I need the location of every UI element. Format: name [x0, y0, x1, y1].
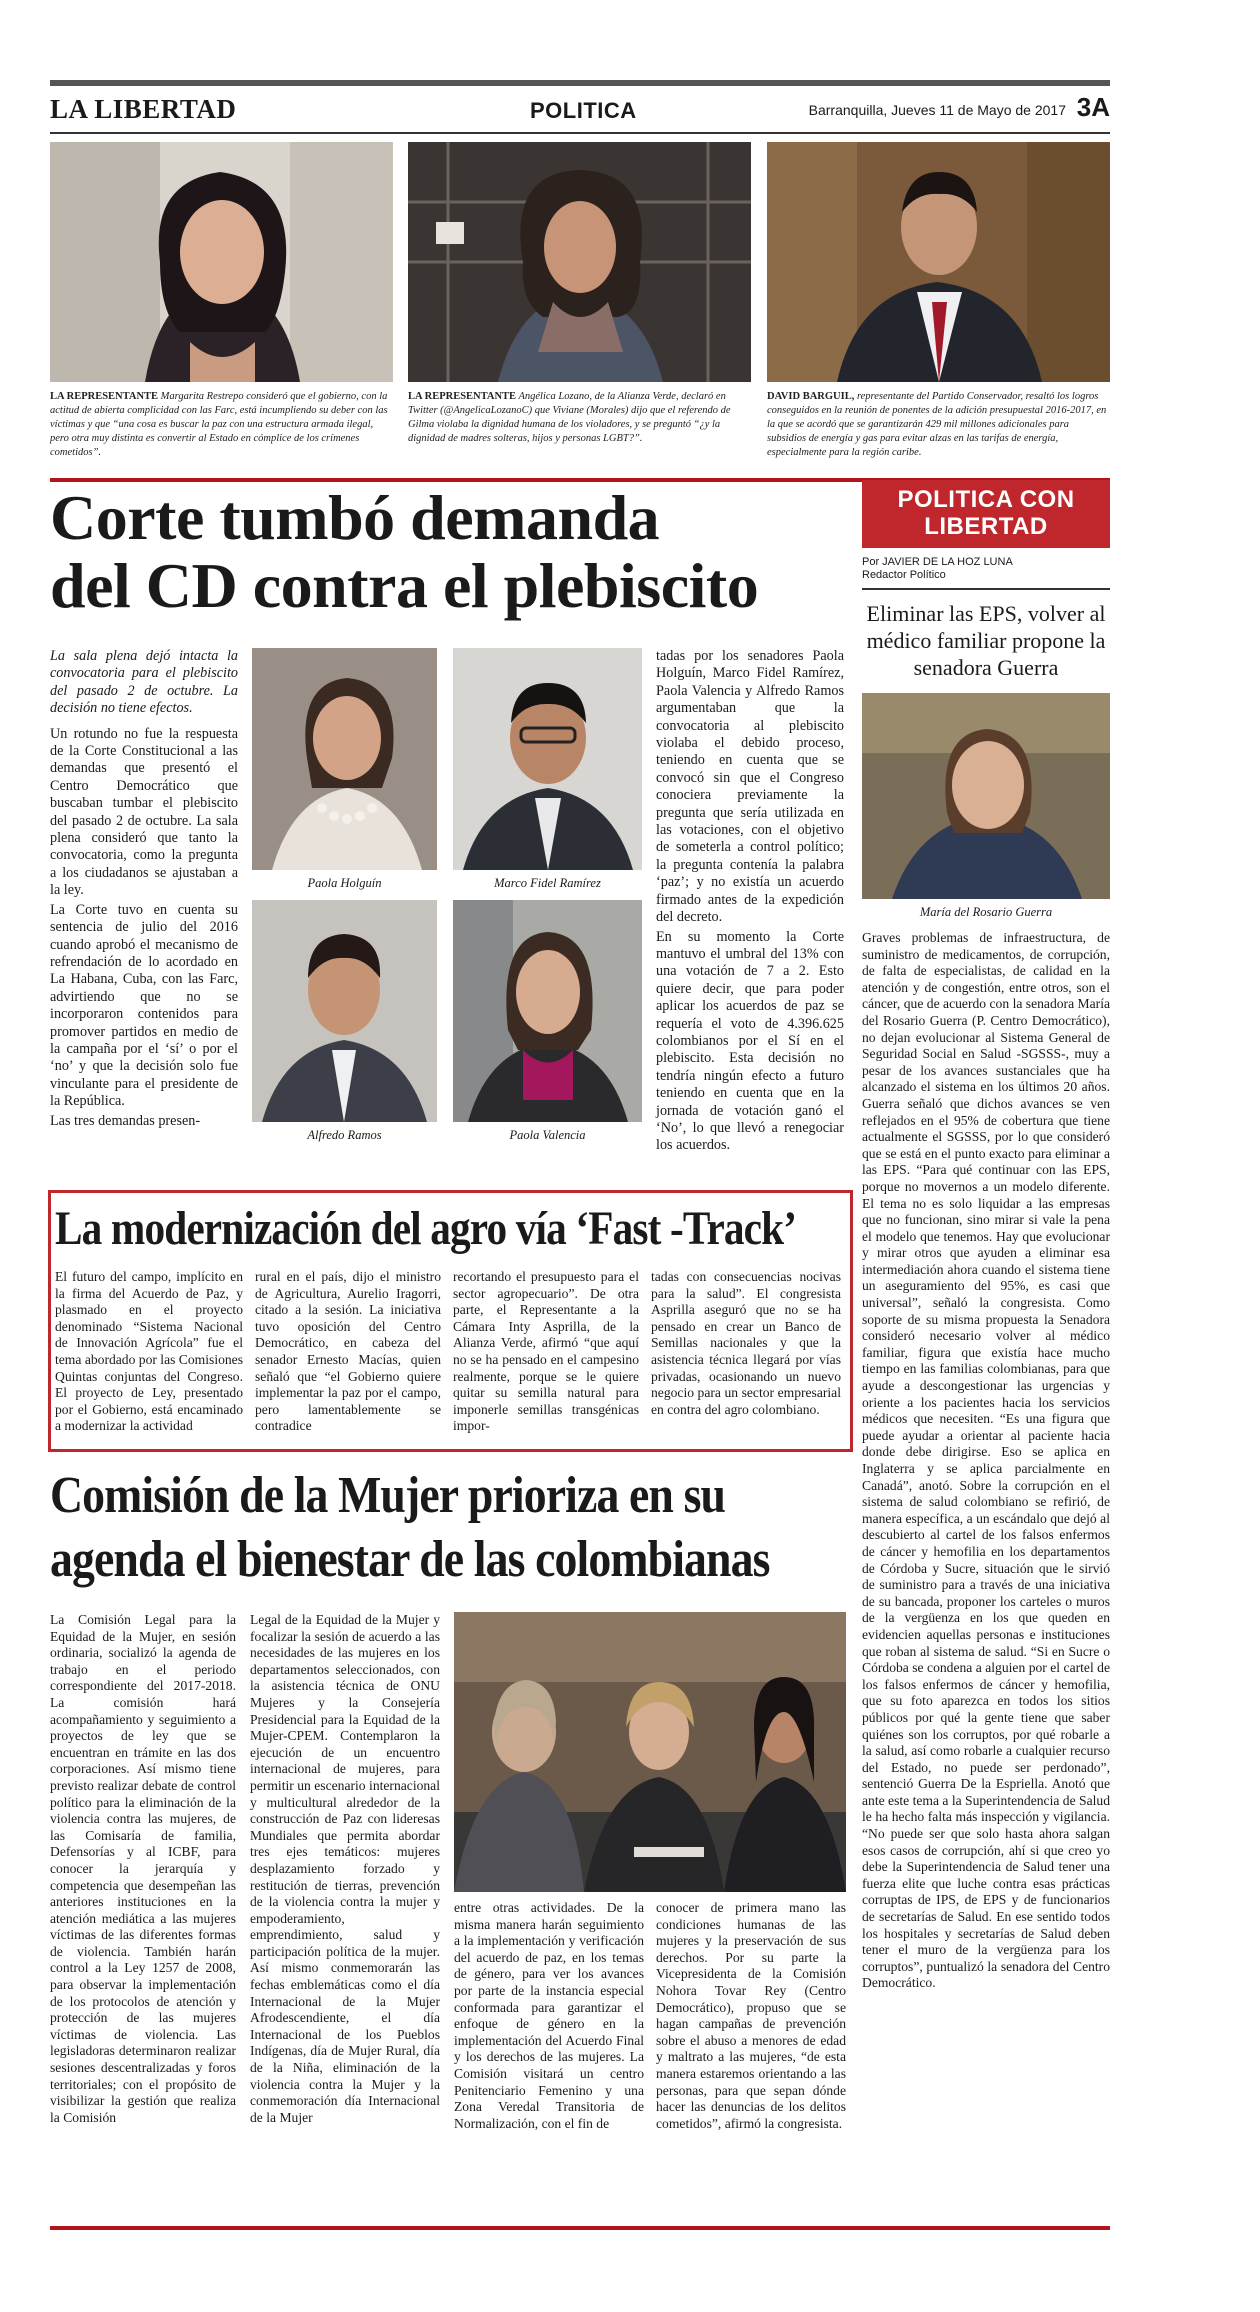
top-photo-3 — [767, 142, 1110, 460]
photo-alfredo-ramos — [252, 900, 437, 1122]
article3-col2: Legal de la Equidad de la Mujer y focalizar la sesión de acuerdo a las necesidades de las mujeres en los departamentos seleccionados, con la asistencia técnica de ONU Mujeres y la Consejería Presidencial para la Equidad de la Mujer-CPEM. Contemplaron la ejecución de un encuentro internacional de mujeres, para permitir un escenario internacional y multicultural alrededor de la construcción de Paz con lideresas Mundiales que permita abordar tres ejes temáticos: mujeres desplazamiento forzado y restitución de tierras, prevención de la violencia contra la mujer y empoderamiento, emprendimiento, salud y participación política de la mujer. Así mismo conmemorarán las fechas emblemáticas como el día Internacional de la Mujer Afrodescendiente, el día Internacional de los Pueblos Indígenas, día de Mujer Rural, día de la Niña, eliminación de la violencia contra la Mujer y la conmemoración día Internacional de la Mujer — [250, 1612, 440, 2125]
photo-maria-del-rosario-guerra — [862, 693, 1110, 899]
sidebar-banner: POLITICA CON LIBERTAD — [862, 480, 1110, 548]
article3-col1: La Comisión Legal para la Equidad de la Mujer, en sesión ordinaria, socializó la agenda de trabajo en el periodo correspondiente del 2017-2018. La comisión hará acompañamiento y seguimiento a proyectos de ley que se encuentran en trámite en las dos corporaciones. Así mismo tiene previsto realizar debate de control político para la eliminación de la violencia contra las mujeres, de las Comisaría de familia, Defensorías y al ICBF, para conocer la jerarquía y competencia que desempeñan las anteriores instituciones en la atención mediática a las mujeres víctimas de las diferentes formas de violencia. También harán control a la Ley 1257 de 2008, para observar la implementación de los protocolos de atención y protección de las mujeres víctimas de violencia. Las legisladoras determinaron realizar sesiones descentralizadas y foros territoriales; con el propósito de visibilizar la gestión que realiza la Comisión — [50, 1612, 236, 2125]
top-photo-caption-3: DAVID BARGUIL, representante del Partido Conservador, resaltó los logros conseguidos en la reunión de ponentes de la adición presupuestal 2016-2017, en la que se acordó que se garantizarán 429 mil millones adicionales para subsidios de energía y gas para evitar alzas en las tarifas de energía, especialmente para la región caribe. — [767, 391, 1107, 458]
article2-col1: El futuro del campo, implícito en la firma del Acuerdo de Paz, y plasmado en el proyecto denominado “Sistema Nacional de Innovación Agrícola” fue el tema abordado por las Comisiones Quintas conjuntas del Congreso. El proyecto de Ley, presentado por el Gobierno, está encaminado a modernizar la actividad — [55, 1269, 244, 1434]
page-number: 3A — [1076, 92, 1110, 122]
header-bottom-rule — [50, 132, 1110, 134]
top-photo-2 — [408, 142, 751, 446]
header-top-rule — [50, 80, 1110, 86]
photo-caption-paola-valencia: Paola Valencia — [509, 1128, 586, 1142]
top-photo-caption-1: LA REPRESENTANTE Margarita Restrepo consideró que el gobierno, con la actitud de abierta complicidad con las Farc, está incumpliendo su deber con las víctimas y que “una cosa es buscar la paz con una estructura armada ilegal, pero otra muy distinta es convertir al Estado en cómplice de los crímenes cometidos”. — [50, 391, 388, 458]
photo-comision-mujer-session — [454, 1612, 846, 1892]
article1-paragraph: En su momento la Corte mantuvo el umbral del 13% con una votación de 7 a 2. Esto quiere decir, que para poder aplicar los acuerdos de paz se requería el voto de 4.396.625 colombianos por el Sí en el plebiscito. Esta decisión no tendría ningún efecto a futuro teniendo en cuenta que en la jornada de votación ganó el ‘No’, lo que llevó a renegociar los acuerdos. — [656, 928, 844, 1154]
article2-col3: recortando el presupuesto para el sector agropecuario”. De otra parte, el Representante a la Cámara Inty Asprilla, de la Alianza Verde, afirmó “que aquí no se ha pensado en el campesino realmente, porque se le quiere quitar su semilla natural para imponerle semillas transgénicas impor- — [453, 1269, 639, 1434]
photo-david-barguil — [767, 142, 1110, 382]
article3-col4: conocer de primera mano las condiciones humanas de las mujeres y la preservación de sus derechos. Por su parte la Vicepresidenta de la Comisión Nohora Tovar Rey (Centro Democrático), propuso que se hagan campañas de prevención sobre el abuso a menores de edad y maltrato a las mujeres, “de esta manera estaremos orientando a las personas, para que sepan dónde hacer las denuncias de los delitos cometidos”, afirmó la congresista. — [656, 1900, 846, 2131]
top-photo-row — [50, 142, 1110, 472]
top-photo-caption-2: LA REPRESENTANTE Angélica Lozano, de la Alianza Verde, declaró en Twitter (@AngelicaLozanoC) que Viviane (Morales) dijo que el referendo de Gilma violaba la dignidad humana de los violadores, y se preguntó “¿y la dignidad de madres solteras, hijos y personas LGBT?”. — [408, 391, 731, 444]
article2-box — [48, 1190, 853, 1452]
article2-col2: rural en el país, dijo el ministro de Agricultura, Aurelio Iragorri, citado a la sesión. La iniciativa tuvo oposición del Centro Democrático, en cabeza del senador Ernesto Macías, quien señaló que “el Gobierno quiere implementar la paz por el campo, pero lamentablemente se contradice — [255, 1269, 441, 1434]
sidebar-body: Graves problemas de infraestructura, de suministro de medicamentos, de corrupción, de falta de especialistas, de calidad en la atención y de congestión, entre otros, son el cáncer, que de acuerdo con la senadora María del Rosario Guerra (P. Centro Democrático), no dejan evolucionar al Sistema General de Seguridad Social en Salud -SGSSS-, muy a pesar de los avances sustanciales que ha alcanzado el sistema en los últimos 20 años. Guerra señaló que dichos avances se ven reflejados en el 95% de cobertura que tiene actualmente el SGSSS, por lo que consideró que se está en el punto exacto para eliminar a las EPS. “Para qué continuar con las EPS, porque no movernos a un modelo diferente. El tema no es solo liquidar a las empresas que no funcionan, sino mirar si vale la pena el modelo que tenemos. Hay que evolucionar y mirar otros que ayuden a eliminar esa intermediación ahora cuando el sistema tiene un aseguramiento del 95%, es casi que universal”, señaló la congresista. Como soporte de su misma propuesta la Senadora consideró necesario volver al médico familiar, figura que existía hace mucho tiempo en las familias colombianas, para que ayude a descongestionar las urgencias y oriente a los pacientes hacia los servicios médicos que necesiten. “Es una figura que puede ayudar a orientar al paciente hacia donde debe dirigirse. Eso se aplica en Inglaterra y se aplica parcialmente en Canadá”, anotó. Sobre la corrupción en el sistema de salud colombiano se refirió, de manera específica, a un escándalo que dejó al descubierto al cartel de los falsos enfermos de cáncer y hemofilia en los departamentos de Córdoba y Sucre, situación que le sirvió de suministro para a través de una iniciativa de su bancada, proponer los carteles o muros de la vergüenza en los que queden en evidencien aquellas personas e instituciones que roban al sistema de salud. “Si en Sucre o Córdoba se condena a alguien por el cartel de los falsos enfermos de cáncer y hemofilia, que su foto aparezca en todos los sitios públicos por qué la gente tiene que saber quiénes son los corruptos, por qué robarle a la salud, así como robarle a cualquier recurso del Estado, no puede ser perdonado”, sentenció Guerra De la Espriella. Anotó que ante este tema a la Superintendencia de Salud le ha hecho falta más inspección y vigilancia. “No puede ser que solo hasta ahora salgan esos casos de corrupción, ahí si que creo yo debe la Superintendencia de Salud tener una fuerza elite que luche contra esas prácticas corruptas de IPS, de EPS y de funcionarios de secretarías de Salud. En ese sentido todos los hospitales y secretarías de Salud deben tener el muro de la vergüenza para los corruptos”, puntualizó la senadora del Centro Democrático. — [862, 930, 1110, 1991]
photo-caption-alfredo-ramos: Alfredo Ramos — [307, 1128, 382, 1142]
sidebar-politica-con-libertad — [862, 480, 1110, 1992]
article1-headline: Corte tumbó demanda del CD contra el plebiscito — [50, 482, 759, 621]
photo-margarita-restrepo — [50, 142, 393, 382]
photo-paola-valencia — [453, 900, 642, 1122]
article3-headline: Comisión de la Mujer prioriza en su agenda el bienestar de las colombianas — [50, 1467, 770, 1588]
page-bottom-red-rule — [50, 2226, 1110, 2230]
article3-col3: entre otras actividades. De la misma manera harán seguimiento a la implementación y verificación del acuerdo de paz, en los temas de género, para ver los avances por parte de la instancia especial conformada para garantizar el enfoque de género en la implementación del Acuerdo Final y los derechos de las mujeres. La Comisión visitará un centro Penitenciario Femenino y una Zona Veredal Transitoria de Normalización, con el fin de — [454, 1900, 644, 2131]
photo-caption-marco-fidel-ramirez: Marco Fidel Ramírez — [494, 876, 601, 890]
photo-caption-paola-holguin: Paola Holguín — [307, 876, 382, 890]
sidebar-byline: Por JAVIER DE LA HOZ LUNA Redactor Político — [862, 556, 1013, 581]
sidebar-rule — [862, 588, 1110, 590]
article1-col1 — [50, 648, 238, 1132]
article1-paragraph: Las tres demandas presen- — [50, 1112, 201, 1129]
page-header — [50, 92, 1110, 126]
photo-paola-holguin — [252, 648, 437, 870]
section-name: POLITICA — [530, 98, 637, 123]
article1-col3 — [656, 648, 844, 1157]
sidebar-photo-caption: María del Rosario Guerra — [919, 905, 1053, 919]
top-photo-1 — [50, 142, 393, 460]
newspaper-page — [50, 80, 1110, 2230]
article1-paragraph: Un rotundo no fue la respuesta de la Corte Constitucional a las demandas que presentó el Centro Democrático que buscaban tumbar el plebiscito del pasado 2 de octubre. La sala plena consideró que tanto la convocatoria, como la pregunta a los ciudadanos se ajustaban a la ley. — [50, 725, 238, 899]
article1-paragraph: tadas por los senadores Paola Holguín, Marco Fidel Ramírez, Paola Valencia y Alfredo Ramos argumentaban que la convocatoria al plebiscito violaba el debido proceso, teniendo en cuenta que se convocó sin que el Congreso conociera previamente la pregunta que sería utilizada en las votaciones, con el objetivo de someterla a control político; la pregunta contenía la palabra ‘paz’; y no existía un acuerdo firmado antes de la expedición del decreto. — [656, 648, 844, 926]
article2-col4: tadas con consecuencias nocivas para la salud”. El congresista Asprilla aseguró que no se ha pensado en crear un Banco de Semillas nacionales y que la asistencia técnica llegará por vías privadas, ocasionando un nuevo negocio para un sector empresarial en contra del agro colombiano. — [651, 1269, 841, 1417]
article1-paragraph: La Corte tuvo en cuenta su sentencia de julio del 2016 cuando aprobó el mecanismo de refrendación de lo acordado en La Habana, Cuba, con las Farc, advirtiendo que no se incorporaron contenidos para promover partidos en medio de la campaña por el ‘sí’ o por el ‘no’ y que la decisión solo fue vinculante para el presidente de la República. — [50, 901, 238, 1110]
paper-name: LA LIBERTAD — [50, 94, 237, 124]
article1-lead: La sala plena dejó intacta la convocatoria para el plebiscito del pasado 2 de octubre. La decisión no tiene efectos. — [50, 648, 238, 717]
sidebar-headline: Eliminar las EPS, volver al médico familiar propone la senadora Guerra — [866, 601, 1106, 680]
issue-date: Barranquilla, Jueves 11 de Mayo de 2017 — [808, 102, 1066, 118]
photo-angelica-lozano — [408, 142, 751, 382]
article2-headline: La modernización del agro vía ‘Fast -Track’ — [55, 1202, 797, 1255]
photo-marco-fidel-ramirez — [453, 648, 642, 870]
